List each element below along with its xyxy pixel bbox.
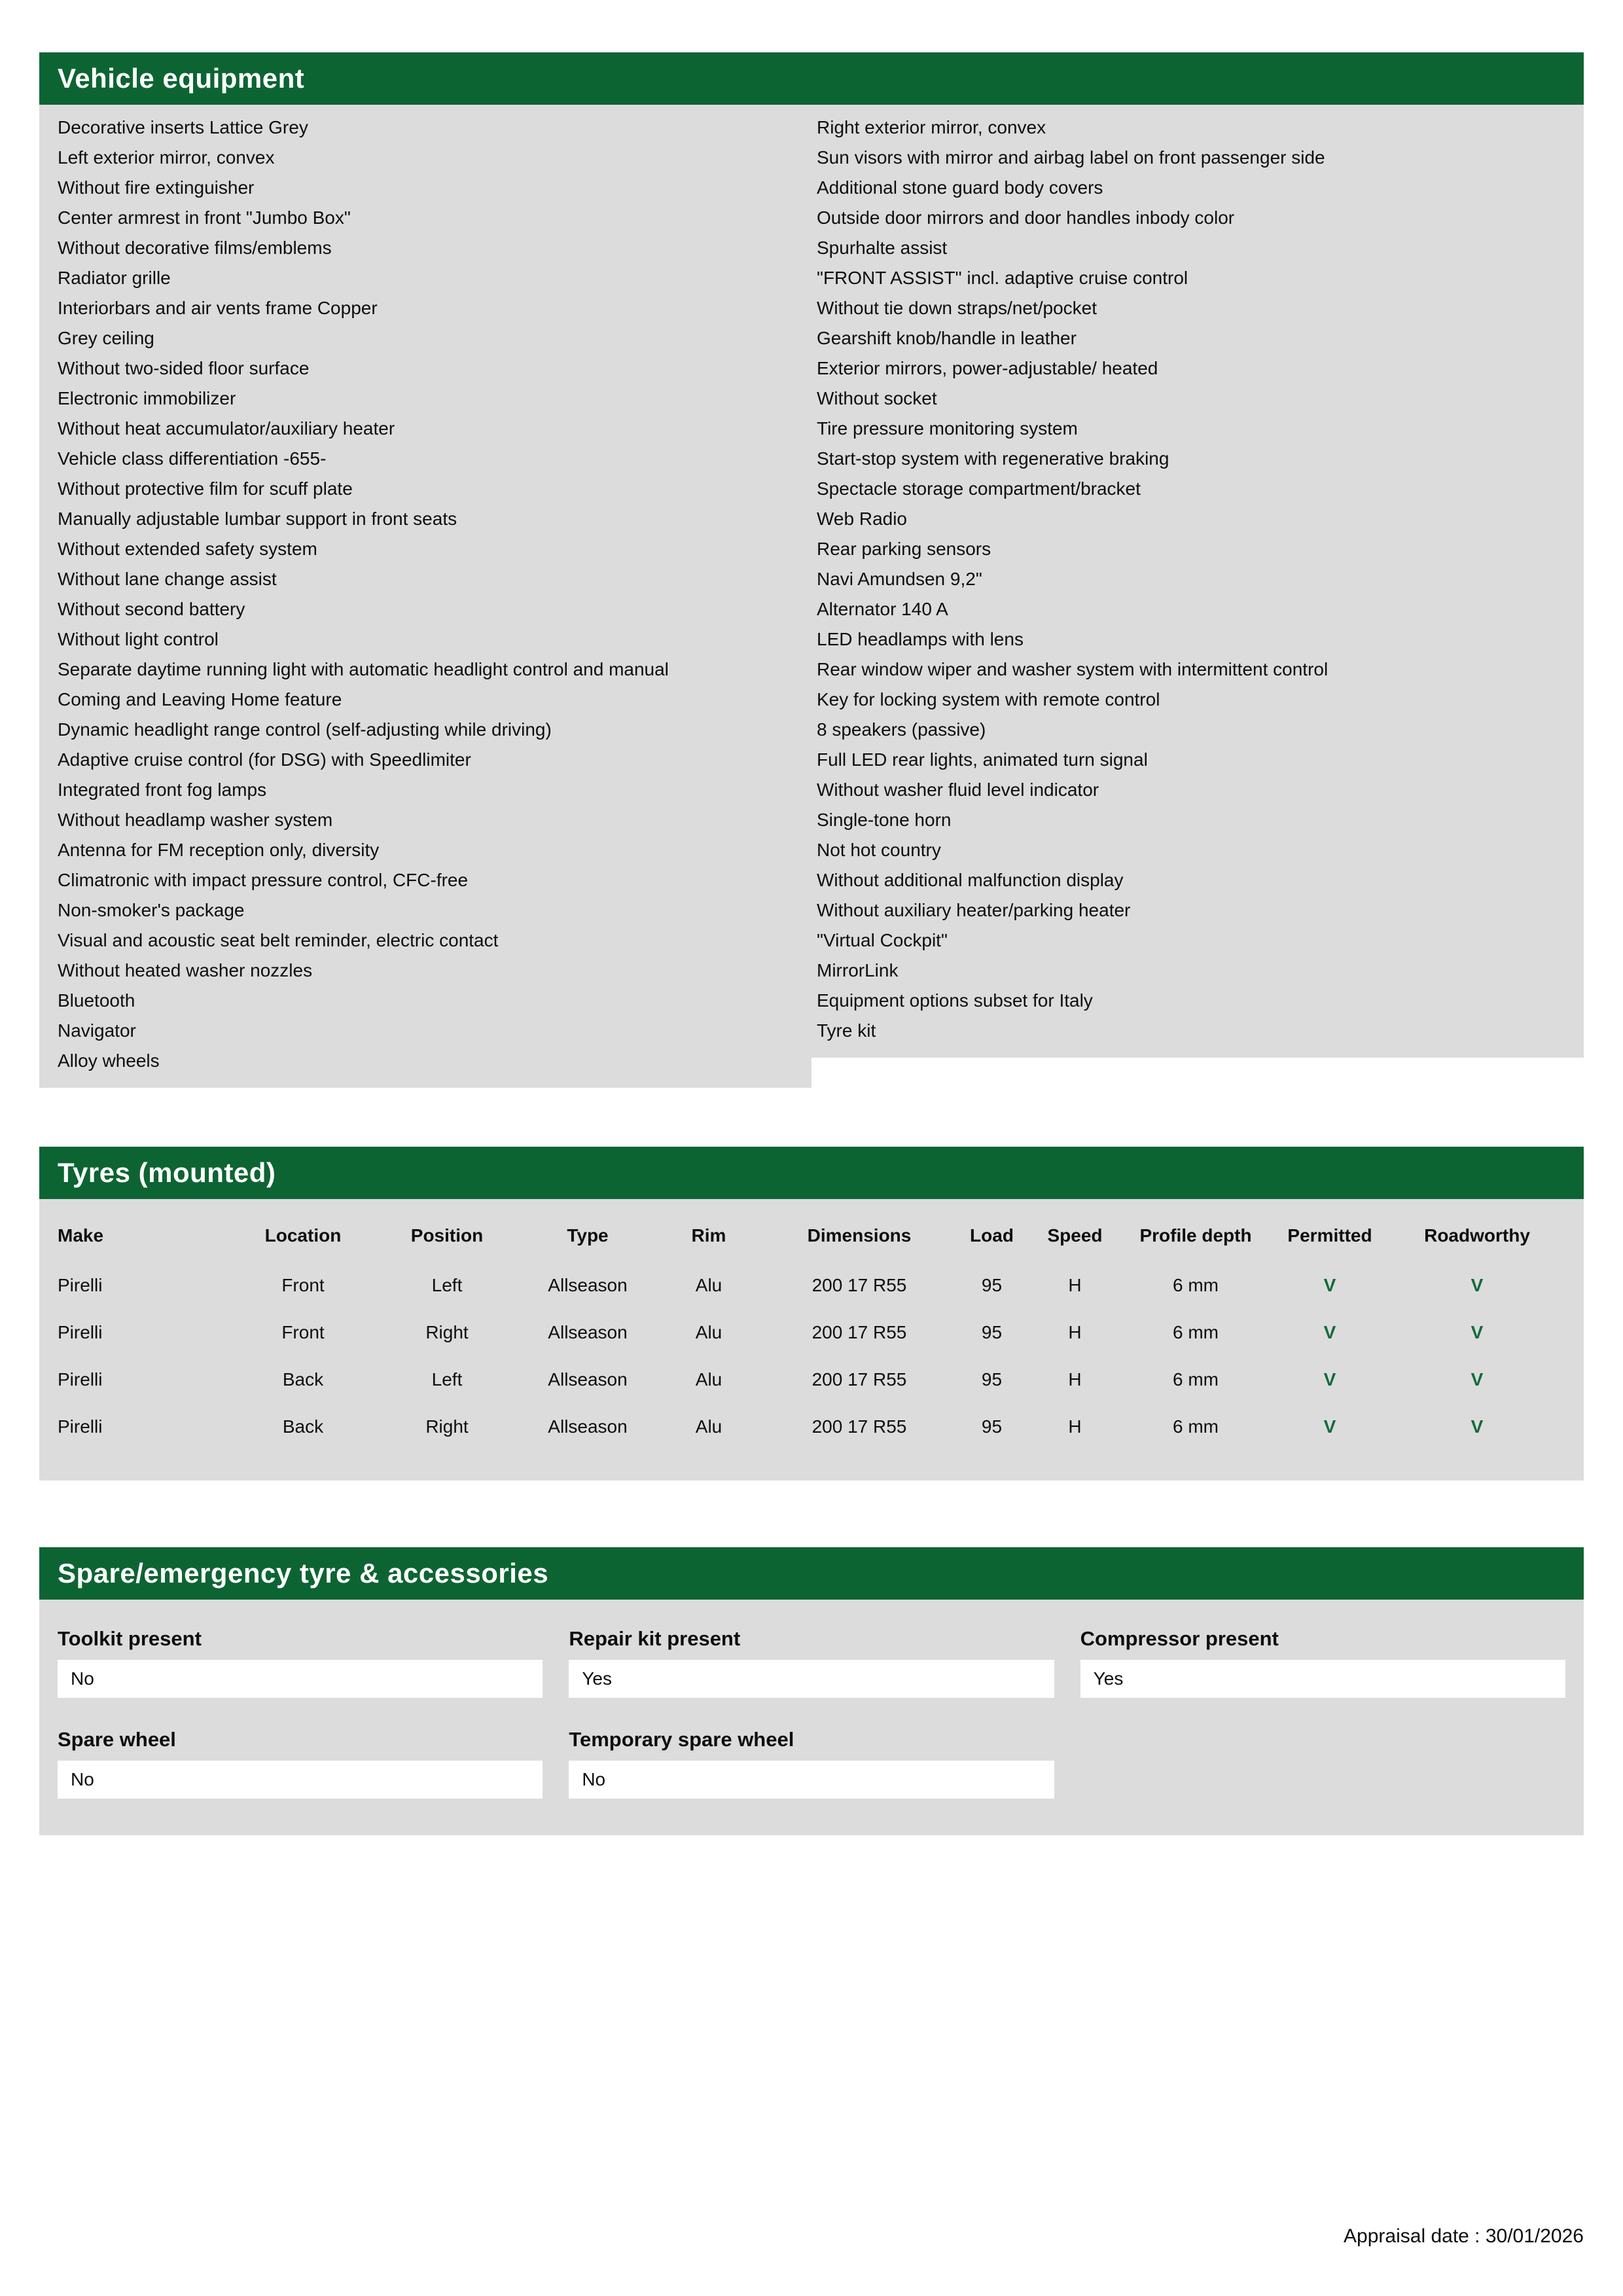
tyre-speed: H [1068, 1275, 1082, 1295]
column-header: Load [970, 1225, 1014, 1246]
equipment-item: Interiorbars and air vents frame Copper [58, 298, 378, 318]
spare-fields-area [39, 1600, 1584, 1835]
tyre-make: Pirelli [58, 1416, 103, 1437]
equipment-item: Left exterior mirror, convex [58, 147, 275, 168]
field-label: Compressor present [1080, 1627, 1279, 1650]
column-header: Location [264, 1225, 342, 1246]
tyre-permitted-check: V [1323, 1275, 1336, 1295]
equipment-item: Not hot country [817, 840, 941, 860]
tyre-type: Allseason [548, 1369, 628, 1390]
column-header: Profile depth [1139, 1225, 1252, 1246]
vehicle-equipment-title: Vehicle equipment [58, 63, 305, 94]
tyres-table [58, 1199, 1565, 1450]
column-header: Dimensions [807, 1225, 912, 1246]
equipment-item: Manually adjustable lumbar support in front seats [58, 509, 457, 529]
tyres-header [39, 1147, 1584, 1199]
equipment-item: Navi Amundsen 9,2" [817, 569, 982, 589]
tyre-rim: Alu [695, 1322, 722, 1342]
tyre-make: Pirelli [58, 1275, 103, 1295]
tyre-location: Front [281, 1322, 325, 1342]
tyre-rim: Alu [695, 1275, 722, 1295]
appraisal-date: Appraisal date : 30/01/2026 [1344, 2225, 1584, 2247]
field-label: Temporary spare wheel [569, 1728, 794, 1751]
tyre-position: Right [425, 1322, 469, 1342]
field-value: Yes [1093, 1668, 1124, 1689]
spare-field [569, 1627, 1054, 1698]
field-value: No [582, 1769, 606, 1789]
equipment-list-left [39, 105, 812, 1088]
equipment-item: Without auxiliary heater/parking heater [817, 900, 1131, 920]
tyre-make: Pirelli [58, 1322, 103, 1342]
tyre-row [58, 1262, 1565, 1309]
tyre-speed: H [1068, 1369, 1082, 1390]
tyre-type: Allseason [548, 1416, 628, 1437]
equipment-item: Dynamic headlight range control (self-adjusting while driving) [58, 719, 552, 740]
tyre-permitted-check: V [1323, 1416, 1336, 1437]
tyre-profile-depth: 6 mm [1173, 1369, 1219, 1390]
field-label: Toolkit present [58, 1627, 202, 1650]
equipment-item: Visual and acoustic seat belt reminder, electric contact [58, 930, 499, 950]
spare-field [569, 1728, 1054, 1799]
tyres-section [39, 1147, 1584, 1480]
equipment-item: Without lane change assist [58, 569, 277, 589]
equipment-item: Right exterior mirror, convex [817, 117, 1046, 137]
equipment-item: Without headlamp washer system [58, 810, 333, 830]
equipment-item: Adaptive cruise control (for DSG) with Speedlimiter [58, 749, 471, 770]
equipment-item: Without additional malfunction display [817, 870, 1124, 890]
equipment-item: Center armrest in front "Jumbo Box" [58, 207, 351, 228]
tyre-position: Right [425, 1416, 469, 1437]
column-header: Rim [691, 1225, 726, 1246]
equipment-item: Additional stone guard body covers [817, 177, 1103, 198]
equipment-item: LED headlamps with lens [817, 629, 1024, 649]
equipment-item: Rear window wiper and washer system with intermittent control [817, 659, 1329, 679]
equipment-item: Vehicle class differentiation -655- [58, 448, 327, 469]
tyre-type: Allseason [548, 1275, 628, 1295]
column-header: Speed [1047, 1225, 1103, 1246]
tyre-profile-depth: 6 mm [1173, 1416, 1219, 1437]
equipment-item: Equipment options subset for Italy [817, 990, 1093, 1011]
field-value-box [569, 1761, 1054, 1799]
field-value: No [71, 1769, 94, 1789]
tyre-position: Left [431, 1275, 463, 1295]
tyre-permitted-check: V [1323, 1369, 1336, 1390]
equipment-item: Alternator 140 A [817, 599, 948, 619]
equipment-item: 8 speakers (passive) [817, 719, 986, 740]
equipment-item: Start-stop system with regenerative braking [817, 448, 1169, 469]
tyres-table-header-row [58, 1199, 1565, 1262]
equipment-item: Bluetooth [58, 990, 135, 1011]
tyre-dimensions: 200 17 R55 [812, 1322, 907, 1342]
equipment-item: Rear parking sensors [817, 539, 991, 559]
equipment-item: Electronic immobilizer [58, 388, 236, 408]
equipment-item: Separate daytime running light with automatic headlight control and manual [58, 659, 669, 679]
equipment-item: Without light control [58, 629, 219, 649]
field-value: No [71, 1668, 94, 1689]
spare-tyre-title: Spare/emergency tyre & accessories [58, 1558, 549, 1588]
tyre-speed: H [1068, 1416, 1082, 1437]
equipment-item: Without protective film for scuff plate [58, 478, 353, 499]
tyre-speed: H [1068, 1322, 1082, 1342]
equipment-item: Without tie down straps/net/pocket [817, 298, 1097, 318]
equipment-item: Coming and Leaving Home feature [58, 689, 342, 709]
equipment-item: Radiator grille [58, 268, 171, 288]
tyre-location: Front [281, 1275, 325, 1295]
equipment-item: Without washer fluid level indicator [817, 780, 1099, 800]
column-header: Permitted [1287, 1225, 1372, 1246]
spare-field [1080, 1627, 1565, 1698]
tyre-location: Back [282, 1369, 324, 1390]
tyre-load: 95 [981, 1275, 1003, 1295]
tyre-position: Left [431, 1369, 463, 1390]
tyre-dimensions: 200 17 R55 [812, 1369, 907, 1390]
tyre-roadworthy-check: V [1471, 1322, 1484, 1342]
spare-field [58, 1627, 543, 1698]
equipment-item: Without heat accumulator/auxiliary heater [58, 418, 395, 439]
equipment-item: Outside door mirrors and door handles inbody color [817, 207, 1235, 228]
equipment-item: Climatronic with impact pressure control, CFC-free [58, 870, 469, 890]
tyre-make: Pirelli [58, 1369, 103, 1390]
field-value-box [569, 1660, 1054, 1698]
equipment-item: Without decorative films/emblems [58, 238, 332, 258]
equipment-columns [39, 105, 1584, 1088]
tyre-permitted-check: V [1323, 1322, 1336, 1342]
equipment-item: Full LED rear lights, animated turn signal [817, 749, 1148, 770]
field-value-box [58, 1660, 543, 1698]
tyre-dimensions: 200 17 R55 [812, 1275, 907, 1295]
column-header: Roadworthy [1424, 1225, 1530, 1246]
field-value: Yes [582, 1668, 613, 1689]
tyre-roadworthy-check: V [1471, 1416, 1484, 1437]
equipment-item: Grey ceiling [58, 328, 154, 348]
vehicle-equipment-header [39, 52, 1584, 105]
tyre-roadworthy-check: V [1471, 1369, 1484, 1390]
equipment-item: Without fire extinguisher [58, 177, 255, 198]
equipment-item: Non-smoker's package [58, 900, 245, 920]
field-value-box [58, 1761, 543, 1799]
vehicle-equipment-section [39, 52, 1584, 1088]
tyre-dimensions: 200 17 R55 [812, 1416, 907, 1437]
equipment-item: Antenna for FM reception only, diversity [58, 840, 380, 860]
equipment-item: Integrated front fog lamps [58, 780, 267, 800]
tyre-load: 95 [981, 1416, 1003, 1437]
equipment-item: Decorative inserts Lattice Grey [58, 117, 308, 137]
tyre-roadworthy-check: V [1471, 1275, 1484, 1295]
equipment-item: Web Radio [817, 509, 908, 529]
column-header: Type [567, 1225, 609, 1246]
equipment-item: MirrorLink [817, 960, 899, 980]
spare-field [58, 1728, 543, 1799]
equipment-item: "FRONT ASSIST" incl. adaptive cruise control [817, 268, 1188, 288]
equipment-item: Spectacle storage compartment/bracket [817, 478, 1141, 499]
tyre-location: Back [282, 1416, 324, 1437]
tyre-row [58, 1403, 1565, 1450]
tyre-load: 95 [981, 1369, 1003, 1390]
equipment-item: Gearshift knob/handle in leather [817, 328, 1077, 348]
tyres-title: Tyres (mounted) [58, 1157, 276, 1188]
field-value-box [1080, 1660, 1565, 1698]
tyre-rim: Alu [695, 1369, 722, 1390]
tyre-type: Allseason [548, 1322, 628, 1342]
equipment-item: Without two-sided floor surface [58, 358, 310, 378]
tyre-load: 95 [981, 1322, 1003, 1342]
column-header: Make [58, 1225, 104, 1246]
equipment-item: Tyre kit [817, 1020, 876, 1041]
equipment-item: Tire pressure monitoring system [817, 418, 1078, 439]
tyre-row [58, 1309, 1565, 1356]
tyres-table-body [58, 1262, 1565, 1450]
spare-tyre-header [39, 1547, 1584, 1600]
equipment-item: Exterior mirrors, power-adjustable/ heated [817, 358, 1158, 378]
equipment-item: "Virtual Cockpit" [817, 930, 948, 950]
equipment-item: Navigator [58, 1020, 136, 1041]
equipment-list-right [812, 105, 1584, 1058]
field-label: Repair kit present [569, 1627, 741, 1650]
equipment-item: Spurhalte assist [817, 238, 948, 258]
equipment-item: Sun visors with mirror and airbag label on front passenger side [817, 147, 1325, 168]
tyre-row [58, 1356, 1565, 1403]
tyre-profile-depth: 6 mm [1173, 1322, 1219, 1342]
tyre-rim: Alu [695, 1416, 722, 1437]
column-header: Position [410, 1225, 484, 1246]
equipment-item: Key for locking system with remote control [817, 689, 1160, 709]
tyres-table-area [39, 1199, 1584, 1480]
equipment-item: Without heated washer nozzles [58, 960, 313, 980]
equipment-item: Without second battery [58, 599, 245, 619]
equipment-item: Without extended safety system [58, 539, 317, 559]
equipment-item: Without socket [817, 388, 937, 408]
spare-tyre-section [39, 1547, 1584, 1835]
equipment-item: Alloy wheels [58, 1050, 160, 1071]
equipment-item: Single-tone horn [817, 810, 952, 830]
field-label: Spare wheel [58, 1728, 176, 1751]
tyre-profile-depth: 6 mm [1173, 1275, 1219, 1295]
